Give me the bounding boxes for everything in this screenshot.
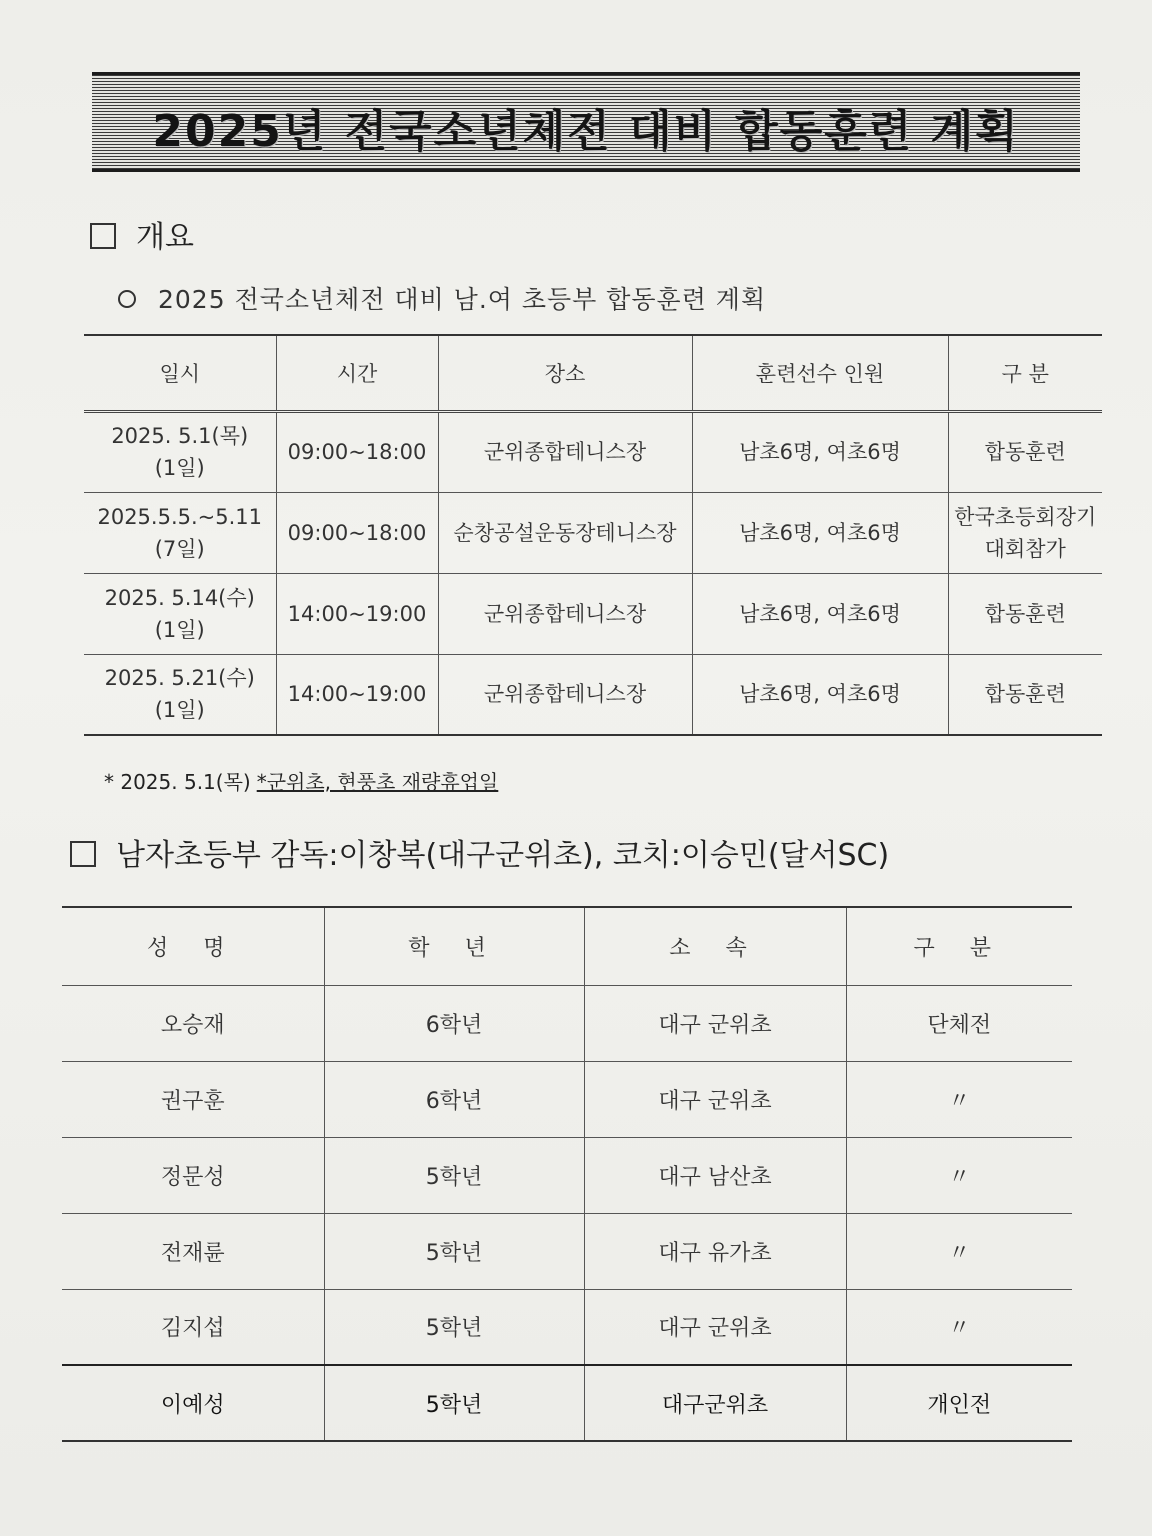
note-text: *군위초, 현풍초 재량휴업일	[256, 770, 499, 794]
school-cell: 대구 군위초	[584, 985, 846, 1061]
table-row	[62, 1365, 1072, 1441]
time-cell: 09:00~18:00	[276, 411, 438, 492]
overview-heading	[90, 212, 194, 256]
place-cell: 군위종합테니스장	[438, 573, 692, 654]
type-cell	[948, 411, 1102, 492]
place-cell: 군위종합테니스장	[438, 654, 692, 735]
schedule-header-row	[84, 335, 1102, 411]
type-cell: 개인전	[846, 1365, 1072, 1441]
type-cell	[948, 573, 1102, 654]
date-cell	[84, 411, 276, 492]
table-row	[84, 411, 1102, 492]
count-cell: 남초6명, 여초6명	[692, 654, 948, 735]
document-title: 2025년 전국소년체전 대비 합동훈련 계획	[152, 106, 1020, 157]
name-cell: 전재륜	[62, 1213, 324, 1289]
table-row	[84, 573, 1102, 654]
table-row	[62, 985, 1072, 1061]
days-text: (1일)	[154, 456, 205, 480]
type-cell: 단체전	[846, 985, 1072, 1061]
type-text: 한국초등회장기	[954, 504, 1097, 529]
table-row	[62, 1289, 1072, 1365]
table-row	[62, 1137, 1072, 1213]
boys-heading	[70, 830, 889, 874]
count-cell: 남초6명, 여초6명	[692, 492, 948, 573]
name-cell: 김지섭	[62, 1289, 324, 1365]
school-cell: 대구군위초	[584, 1365, 846, 1441]
type-text: 합동훈련	[984, 682, 1066, 707]
title-banner	[92, 72, 1080, 172]
roster-header-row	[62, 907, 1072, 985]
school-cell: 대구 유가초	[584, 1213, 846, 1289]
col-header-school: 소 속	[584, 907, 846, 985]
col-header-type: 구 분	[846, 907, 1072, 985]
days-text: (1일)	[154, 617, 205, 642]
table-row	[62, 1061, 1072, 1137]
type-cell	[948, 492, 1102, 573]
col-header-time: 시간	[276, 335, 438, 411]
grade-cell: 6학년	[324, 985, 584, 1061]
col-header-type: 구 분	[948, 335, 1102, 411]
checkbox-square-icon	[70, 841, 96, 867]
type-cell: 〃	[846, 1289, 1072, 1365]
col-header-grade: 학 년	[324, 907, 584, 985]
type-text: 합동훈련	[984, 601, 1066, 626]
date-text: 2025. 5.1(목)	[111, 424, 249, 448]
type-cell: 〃	[846, 1137, 1072, 1213]
table-row	[84, 492, 1102, 573]
name-cell: 정문성	[62, 1137, 324, 1213]
days-text: (7일)	[154, 536, 205, 561]
overview-heading-label: 개요	[136, 220, 194, 255]
date-cell	[84, 573, 276, 654]
place-cell: 순창공설운동장테니스장	[438, 492, 692, 573]
type-cell: 〃	[846, 1213, 1072, 1289]
checkbox-square-icon	[90, 223, 116, 249]
type-cell	[948, 654, 1102, 735]
name-cell: 이예성	[62, 1365, 324, 1441]
table-row	[84, 654, 1102, 735]
type-text-2: 대회참가	[984, 536, 1066, 561]
school-cell: 대구 군위초	[584, 1061, 846, 1137]
holiday-note	[104, 766, 498, 795]
col-header-place: 장소	[438, 335, 692, 411]
name-cell: 오승재	[62, 985, 324, 1061]
time-cell: 09:00~18:00	[276, 492, 438, 573]
col-header-count: 훈련선수 인원	[692, 335, 948, 411]
date-cell	[84, 654, 276, 735]
date-text: 2025.5.5.~5.11	[97, 504, 263, 529]
time-cell: 14:00~19:00	[276, 573, 438, 654]
name-cell: 권구훈	[62, 1061, 324, 1137]
school-cell: 대구 남산초	[584, 1137, 846, 1213]
date-cell	[84, 492, 276, 573]
col-header-date: 일시	[84, 335, 276, 411]
circle-bullet-icon	[118, 290, 136, 308]
overview-subtitle	[118, 280, 766, 316]
roster-table	[62, 906, 1072, 1442]
col-header-name: 성 명	[62, 907, 324, 985]
place-cell: 군위종합테니스장	[438, 411, 692, 492]
schedule-table	[84, 334, 1102, 736]
table-row	[62, 1213, 1072, 1289]
count-cell: 남초6명, 여초6명	[692, 411, 948, 492]
days-text: (1일)	[154, 698, 205, 723]
time-cell: 14:00~19:00	[276, 654, 438, 735]
grade-cell: 6학년	[324, 1061, 584, 1137]
grade-cell: 5학년	[324, 1213, 584, 1289]
boys-heading-label: 남자초등부 감독:이창복(대구군위초), 코치:이승민(달서SC)	[116, 838, 890, 873]
grade-cell: 5학년	[324, 1365, 584, 1441]
type-cell: 〃	[846, 1061, 1072, 1137]
grade-cell: 5학년	[324, 1289, 584, 1365]
grade-cell: 5학년	[324, 1137, 584, 1213]
note-prefix: * 2025. 5.1(목)	[104, 770, 251, 794]
count-cell: 남초6명, 여초6명	[692, 573, 948, 654]
overview-subtitle-text: 2025 전국소년체전 대비 남.여 초등부 합동훈련 계획	[158, 285, 767, 314]
date-text: 2025. 5.14(수)	[104, 585, 255, 610]
school-cell: 대구 군위초	[584, 1289, 846, 1365]
date-text: 2025. 5.21(수)	[104, 666, 255, 691]
type-text: 합동훈련	[984, 440, 1066, 464]
